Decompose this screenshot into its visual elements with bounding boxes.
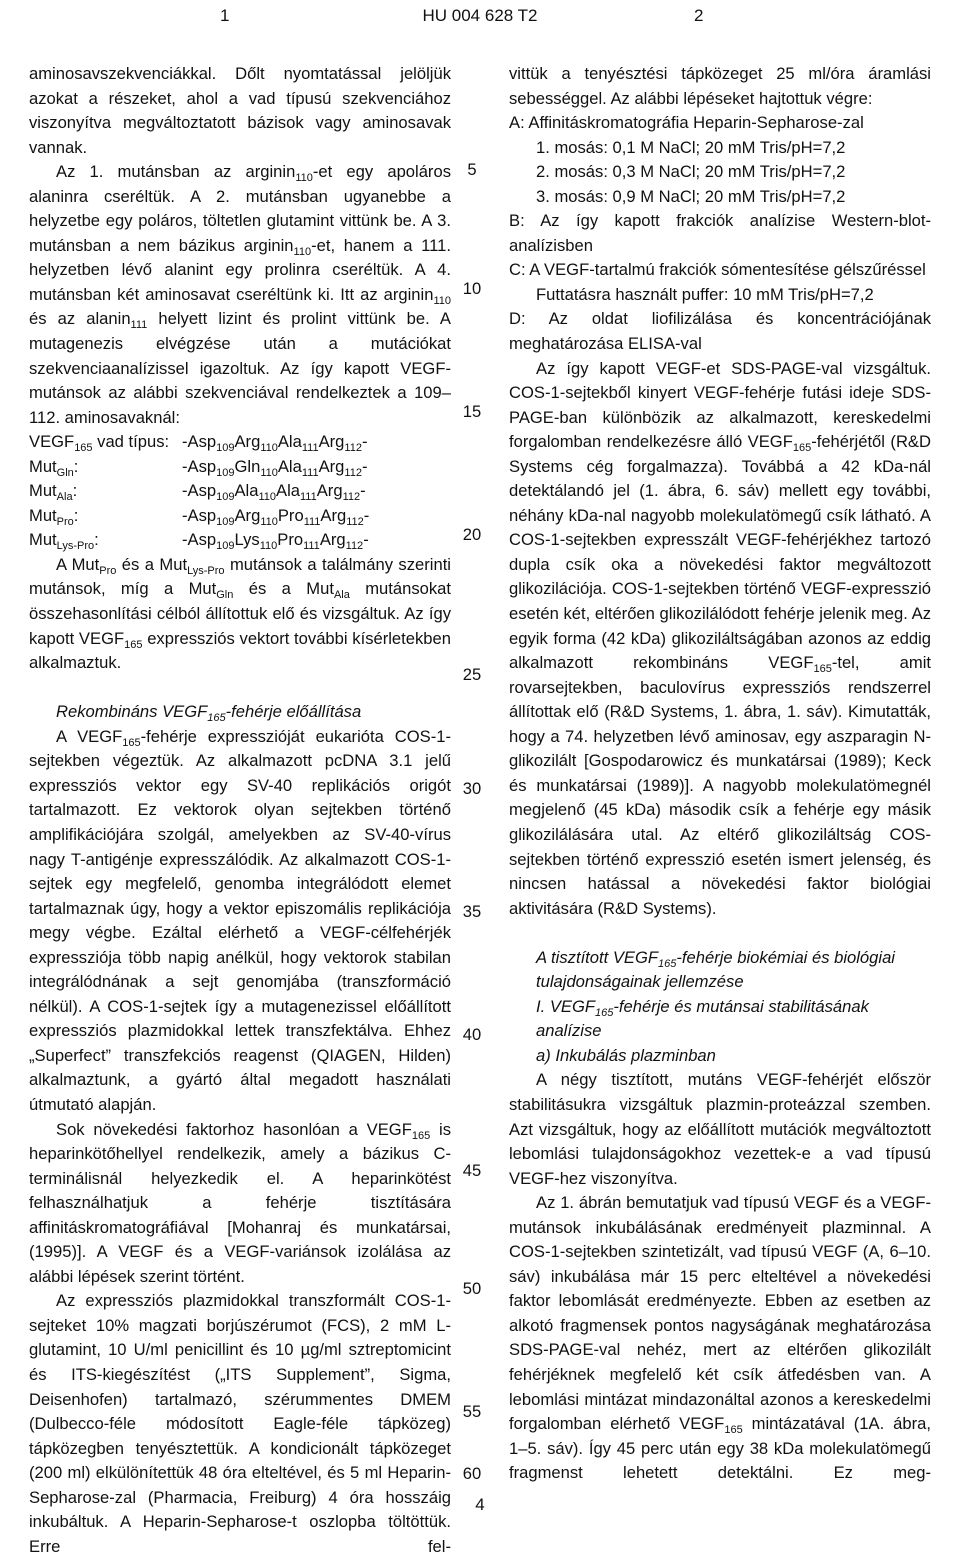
- line-number: 25: [462, 665, 482, 684]
- left-column: [29, 62, 451, 1559]
- paragraph: vittük a tenyésztési tápközeget 25 ml/óra áramlási sebességgel. Az alábbi lépéseket hajtottuk végre:: [509, 64, 931, 108]
- line-number: 15: [462, 402, 482, 421]
- section-heading-recombinant: Rekombináns $VEGF_{165}$-fehérje előállítása: [56, 702, 362, 725]
- step-a: A: Affinitáskromatográfia Heparin-Sepharose-zal: [509, 113, 864, 133]
- wash-step: 3. mosás: 0,9 M NaCl; 20 mM Tris/pH=7,2: [536, 186, 846, 206]
- line-number: 35: [462, 902, 482, 921]
- line-number: 10: [462, 279, 482, 298]
- line-number: 50: [462, 1279, 482, 1298]
- sequence-table: [29, 430, 451, 553]
- wash-step: 2. mosás: 0,3 M NaCl; 20 mM Tris/pH=7,2: [536, 162, 846, 182]
- paragraph-sds-page: Az így kapott VEGF-et SDS-PAGE-val vizsgáltuk. COS-1-sejtekből kinyert VEGF-fehérje futási ideje SDS-PAGE-ban különbözik az alkalmazott, kereskedelmi forgalomban rendelkezésre álló $VEGF_{165}$-fehérjétől (R&D Systems cég forgalmazza). Továbbá a 42 kDa-nál detektálandó jel (1. ábra, 6. sáv) mellett egy további, néhány kDa-nal nagyobb molekulatömegű csík látható. A COS-1-sejtekben expresszált VEGF-fehérjékhez tartozó dupla csík oka a növekedési faktor megváltozott glikozilációja. COS-1-sejtekben történő VEGF-expresszió esetén két, eltérően glikozilálódott fehérje jelenik meg. Az egyik forma (42 kDa) glikoziláltságában azonos az eddig alkalmazott rekombináns $VEGF_{165}$-tel, amit rovarsejtekben, baculovírus expressziós rendszerrel állítottak elő (R&D Systems, 1. ábra, 1. sáv). Kimutatták, hogy a 74. helyzetben lévő aminosav, egy aszparagin N-glikozilált [Gospodarowicz és munkatársai (1989); Keck és munkatársai (1989)]. A nagyobb molekulatömegnél megjelenő (45 kDa) második csík a fehérje egy másik glikozilálására utal. Az eltérő glikoziláltság COS-sejtekben történő expresszió esetén ismert jelenség, és nincsen hatással a növekedési faktor biológiai aktivitására (R&D Systems).: [509, 358, 931, 918]
- page-header: [0, 6, 960, 30]
- paragraph-comparison: A Mut$_{Pro}$ és a Mut$_{Lys-Pro}$ mutánsok a találmány szerinti mutánsok, míg a Mut$_{Gln}$ és a Mut$_{Ala}$ mutánsokat összehasonlítási célból állítottuk elő és vizsgáltuk. Az így kapott $VEGF_{165}$ expressziós vektort további kísérletekben alkalmaztuk.: [29, 554, 452, 673]
- section-heading-plasmin: a) Inkubálás plazminban: [536, 1045, 716, 1065]
- sequence-row: Mut$_{Gln}$: -Asp$_{109}$Gln$_{110}$Ala$_{111}$Arg$_{112}$-: [29, 456, 368, 479]
- line-number: 30: [462, 779, 482, 798]
- wash-step: 1. mosás: 0,1 M NaCl; 20 mM Tris/pH=7,2: [536, 137, 846, 157]
- line-number: 20: [462, 525, 482, 544]
- sequence-row: $VEGF_{165}$ vad típus: -Asp$_{109}$Arg$_{110}$Ala$_{111}$Arg$_{112}$-: [29, 432, 368, 455]
- paragraph: aminosavszekvenciákkal. Dőlt nyomtatással jelöljük azokat a részeket, ahol a vad típusú szekvenciához viszonyítva megváltoztatott bázisok vagy aminosavak vannak.: [29, 64, 451, 157]
- paragraph-stability: A négy tisztított, mutáns VEGF-fehérjét először stabilitásukra vizsgáltuk plazmin-proteázzal szemben. Azt vizsgáltuk, hogy az előállított mutációk megváltoztott lebomlási tulajdonságokhoz vezettek-e a vad típusú VEGF-hez viszonyítva.: [509, 1070, 931, 1188]
- step-c: C: A VEGF-tartalmú frakciók sómentesítése gélszűréssel: [509, 260, 926, 280]
- paragraph-culture: Az expressziós plazmidokkal transzformált COS-1-sejteket 10% magzati borjúszérumot (FCS), 2 mM L-glutamint, 10 U/ml penicillint és 10 µg/ml sztreptomicint és ITS-kiegészítést („ITS Supplement”, Sigma, Deisenhofen) tartalmazó, szérummentes DMEM (Dulbecco-féle módosított Eagle-féle tápközeg) tápközegben tenyésztettük. A kondicionált tápközeget (200 ml) elkülönítettük 48 óra elteltével, és 5 ml Heparin-Sepharose-zal (Pharmacia, Freiburg) 4 óra hosszáig inkubáltuk. A Heparin-Sepharose-t oszlopba töltöttük. Erre fel-: [29, 1291, 451, 1556]
- line-number: 40: [462, 1025, 482, 1044]
- step-b: B: Az így kapott frakciók analízise Western-blot-analízisben: [509, 211, 931, 255]
- section-heading-characterization: A tisztított $VEGF_{165}$-fehérje biokémiai és biológiai tulajdonságainak jellemzése: [536, 947, 895, 992]
- sequence-row: Mut$_{Pro}$: -Asp$_{109}$Arg$_{110}$Pro$_{111}$Arg$_{112}$-: [29, 505, 370, 528]
- line-number: 45: [462, 1161, 482, 1180]
- paragraph-mutants: Az 1. mutánsban az arginin$_{110}$-et egy apoláros alaninra cseréltük. A 2. mutánsban ugyanebbe a helyzetbe egy poláros, töltetlen glutamint vittünk be. A 3. mutánsban a nem bázikus arginin$_{110}$-et, hanem a 111. helyzetben lévő alanint egy prolinra cseréltük. A 4. mutánsban két aminosavat cseréltünk ki. Itt az arginin$_{110}$ és az alanin$_{111}$ helyett lizint és prolint vittünk be. A mutagenezis elvégzése után a mutációkat szekvenciaanalízissel igazoltuk. Az így kapott VEGF-mutánsok az alábbi szekvenciával rendelkeztek a 109–112. aminosavaknál:: [29, 162, 451, 427]
- header-doc-id: HU 004 628 T2: [422, 6, 538, 25]
- paragraph-plasmin-results: Az 1. ábrán bemutatjuk vad típusú VEGF és a VEGF-mutánsok inkubálásának eredményeit plazminnal. A COS-1-sejtekben szintetizált, vad típusú VEGF (A, 6–10. sáv) inkubálása már 15 perc elteltével a növekedési faktor lebomlását eredményezte. Ebben az esetben az alkotó fragmensek pontos nagyságának meghatározása SDS-PAGE-val nehéz, mert az eltérően glikozilált fehérjéknek megfelelő két csík átfedésben van. A lebomlási mintázat mindazonáltal azonos a kereskedelmi forgalomban elérhető $VEGF_{165}$ mintázatával (1A. ábra, 1–5. sáv). Így 45 perc után egy 38 kDa molekulatömegű fragmenst lehetett detektálni. Ez meg-: [509, 1193, 931, 1483]
- buffer-note: Futtatásra használt puffer: 10 mM Tris/pH=7,2: [536, 284, 874, 304]
- sequence-row: Mut$_{Lys-Pro}$: -Asp$_{109}$Lys$_{110}$Pro$_{111}$Arg$_{112}$-: [29, 530, 369, 553]
- header-page-right: 2: [694, 6, 704, 25]
- step-d: D: Az oldat liofilizálása és koncentrációjának meghatározása ELISA-val: [509, 309, 931, 354]
- paragraph-heparin: Sok növekedési faktorhoz hasonlóan a $VEGF_{165}$ is heparinkötőhellyel rendelkezik, amely a bázikus C-terminálisnál helyezkedik el. A heparinkötést felhasználhatjuk a fehérje tisztítására affinitáskromatográfiával [Mohanraj és munkatársai, (1995)]. A VEGF és a VEGF-variánsok izolálása az alábbi lépések szerint történt.: [29, 1119, 451, 1286]
- sequence-row: Mut$_{Ala}$: -Asp$_{109}$Ala$_{110}$Ala$_{111}$Arg$_{112}$-: [29, 481, 366, 504]
- line-number: 60: [462, 1464, 482, 1483]
- header-page-left: 1: [220, 6, 230, 25]
- line-number: 5: [467, 160, 477, 179]
- line-number: 55: [462, 1402, 482, 1421]
- page-number: 4: [475, 1495, 485, 1514]
- paragraph-expression: A $VEGF_{165}$-fehérje expresszióját eukarióta COS-1-sejtekben végeztük. Az alkalmazott pcDNA 3.1 jelű expressziós vektor egy SV-40 replikációs origót tartalmazott. Ez vektorok olyan sejtekben történő amplifikációjára szolgál, amelyekben az SV-40-vírus nagy T-antigénje expresszálódik. Az alkalmazott COS-1-sejtek egy megfelelő, genomba integrálódott elemet tartalmaznak úgy, hogy a vektor episzomális replikációja megy végbe. Ezáltal elérhető a VEGF-célfehérjék expressziója több napig anélkül, hogy vektorok stabilan integrálódnának a sejt genomjába (transzformáció nélkül). A COS-1-sejtek így a mutagenezissel előállított expressziós plazmidokkal lettek transzfektálva. Ehhez „Superfect” transzfekciós reagenst (QIAGEN, Hilden) alkalmaztunk, a gyártó által megadott használati útmutató alapján.: [29, 726, 451, 1114]
- section-heading-stability: I. $VEGF_{165}$-fehérje és mutánsai stabilitásának analízise: [536, 996, 869, 1041]
- right-column: [509, 62, 931, 1486]
